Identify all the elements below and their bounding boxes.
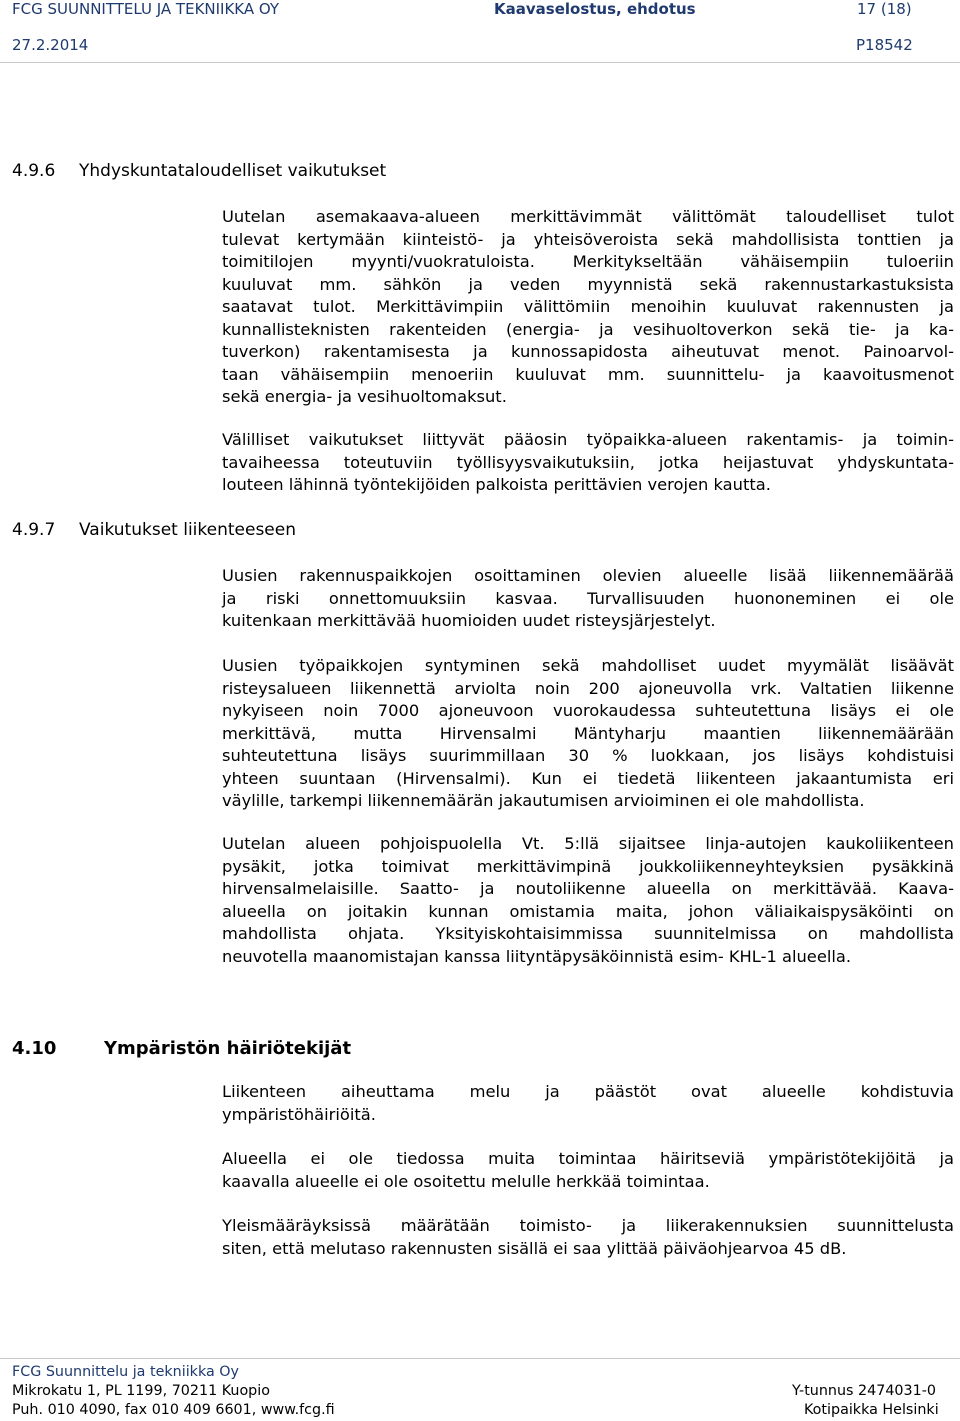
paragraph-other-factors: Alueella ei ole tiedossa muita toimintaa häiritseviä ympäristötekijöitä ja kaavalla alueelle ei ole osoitettu melulle herkkää toimintaa.	[222, 1149, 954, 1191]
section-title-4-10: Ympäristön häiriötekijät	[104, 1038, 352, 1059]
footer-contact: Puh. 010 4090, fax 010 409 6601, www.fcg.fi	[12, 1402, 335, 1418]
header-page-number: 17 (18)	[857, 0, 912, 18]
footer-domicile: Kotipaikka Helsinki	[804, 1402, 939, 1418]
paragraph-indirect-effects: Välilliset vaikutukset liittyvät pääosin työpaikka-alueen rakentamis- ja toimin- tavaiheessa toteutuviin työllisyysvaikutuksiin, jotka heijastuvat yhdyskuntata- louteen lähinnä työntekijöiden palkoista perittävien verojen kautta.	[222, 430, 954, 494]
paragraph-traffic-volume: Uusien työpaikkojen syntyminen sekä mahdolliset uudet myymälät lisäävät risteysalueen liikennettä arviolta noin 200 ajoneuvolla vrk. Valtatien liikenne nykyiseen noin 7000 ajoneuvoon vuorokaudessa suhteutettuna lisäys ei ole merkittävä, mutta Hirvensalmi Mäntyharju maantien liikennemäärään suhteutettuna lisäys suurimmillaan 30 % luokkaan, jos lisäys kohdistuisi yhteen suuntaan (Hirvensalmi). Kun ei tiedetä liikenteen jakaantumista eri väylille, tarkempi liikennemäärän jakautumisen arvioiminen ei ole mahdollista.	[222, 656, 954, 810]
paragraph-economic-income: Uutelan asemakaava-alueen merkittävimmät välittömät taloudelliset tulot tulevat kertymään kiinteistö- ja yhteisöveroista sekä mahdollisista tonttien ja toimitilojen myynti/vuokratuloista. Merkitykseltään vähäisempiin tuloeriin kuuluvat mm. sähkön ja veden myynnistä sekä rakennustarkastuksista saatavat tulot. Merkittävimpiin välittömiin menoihin kuuluvat rakennusten ja kunnallisteknisten rakenteiden (energia- ja vesihuoltoverkon sekä tie- ja ka- tuverkon) rakentamisesta ja kunnossapidosta aiheutuvat menot. Painoarvol- taan vähäisempiin menoeriin kuuluvat mm. suunnittelu- ja kaavoitusmenot sekä energia- ja vesihuoltomaksut.	[222, 207, 954, 406]
section-title-4-9-6: Yhdyskuntataloudelliset vaikutukset	[79, 161, 387, 181]
section-number-4-9-6: 4.9.6	[12, 161, 56, 181]
section-number-4-10: 4.10	[12, 1038, 57, 1059]
paragraph-noise-emissions: Liikenteen aiheuttama melu ja päästöt ovat alueelle kohdistuvia ympäristöhäiriöitä.	[222, 1082, 954, 1124]
header-doc-title: Kaavaselostus, ehdotus	[494, 0, 696, 18]
header-project-number: P18542	[856, 36, 913, 54]
section-title-4-9-7: Vaikutukset liikenteeseen	[79, 520, 296, 540]
paragraph-new-building-sites: Uusien rakennuspaikkojen osoittaminen olevien alueelle lisää liikennemäärää ja riski onnettomuuksiin kasvaa. Turvallisuuden huononeminen ei ole kuitenkaan merkittävää huomioiden uudet risteysjärjestelyt.	[222, 566, 954, 630]
paragraph-general-regulations: Yleismääräyksissä määrätään toimisto- ja liikerakennuksien suunnittelusta siten, että melutaso rakennusten sisällä ei saa ylittää päiväohjearvoa 45 dB.	[222, 1216, 954, 1258]
footer-divider	[0, 1358, 960, 1359]
header-date: 27.2.2014	[12, 36, 89, 54]
footer-company: FCG Suunnittelu ja tekniikka Oy	[12, 1364, 239, 1380]
paragraph-bus-stops: Uutelan alueen pohjoispuolella Vt. 5:llä sijaitsee linja-autojen kaukoliikenteen pysäkit, jotka toimivat merkittävimpinä joukkoliikenneyhteyksien pysäkkinä hirvensalmelaisille. Saatto- ja noutoliikenne alueella on merkittävää. Kaava- alueella on joitakin kunnan omistamia maita, johon väliaikaispysäköinti on mahdollista ohjata. Yksityiskohtaisimmissa suunnitelmissa on mahdollista neuvotella maanomistajan kanssa liityntäpysäköinnistä esim- KHL-1 alueella.	[222, 834, 954, 966]
header-divider	[0, 62, 960, 63]
footer-address: Mikrokatu 1, PL 1199, 70211 Kuopio	[12, 1383, 270, 1399]
footer-business-id: Y-tunnus 2474031-0	[792, 1383, 936, 1399]
section-number-4-9-7: 4.9.7	[12, 520, 56, 540]
header-company: FCG SUUNNITTELU JA TEKNIIKKA OY	[12, 0, 280, 18]
